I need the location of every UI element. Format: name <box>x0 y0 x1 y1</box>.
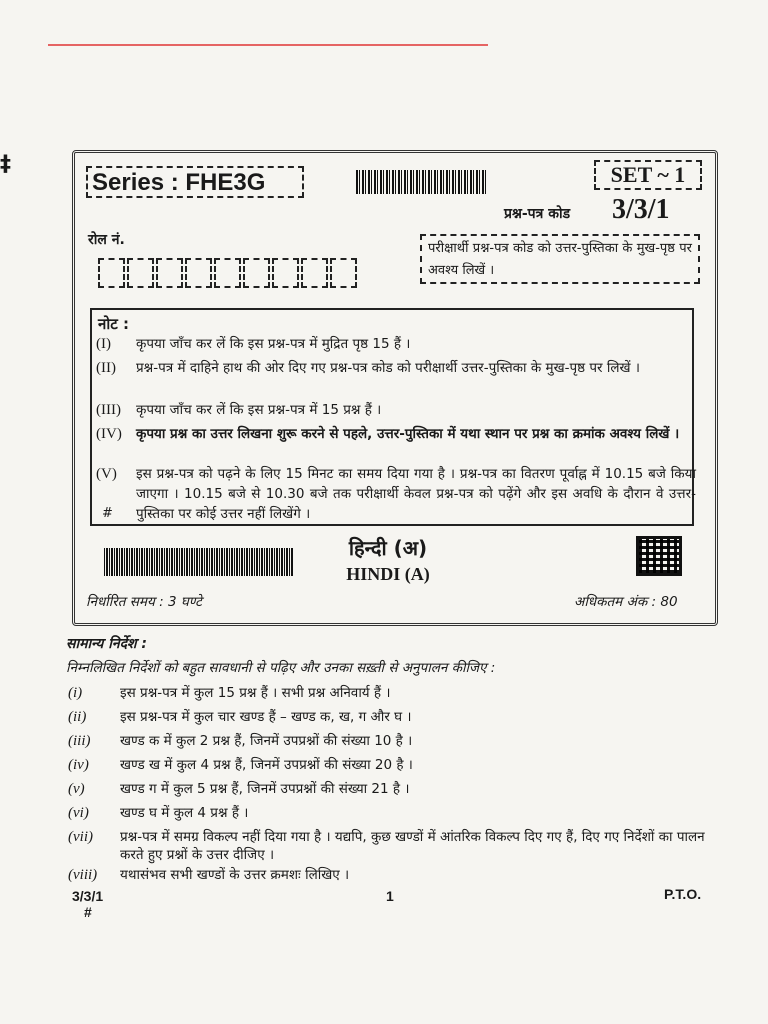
footer-hash: # <box>84 904 92 920</box>
instruction-text: इस प्रश्न-पत्र में कुल चार खण्ड हैं – खण्ड क, ख, ग और घ । <box>120 709 412 725</box>
page-number: 1 <box>386 888 394 904</box>
general-instructions-intro: निम्नलिखित निर्देशों को बहुत सावधानी से पढ़िए और उनका सख़्ती से अनुपालन कीजिए : <box>66 660 496 676</box>
instruction-number: (iii) <box>68 733 91 749</box>
roll-box[interactable] <box>243 258 270 288</box>
note-text: प्रश्न-पत्र में दाहिने हाथ की ओर दिए गए प्रश्न-पत्र कोड को परीक्षार्थी उत्तर-पुस्तिका के मुख-पृष्ठ पर लिखें । <box>136 360 640 376</box>
note-text: कृपया जाँच कर लें कि इस प्रश्न-पत्र में मुद्रित पृष्ठ 15 हैं । <box>136 336 411 352</box>
note-hash: # <box>102 506 113 521</box>
instruction-text: खण्ड घ में कुल 4 प्रश्न हैं । <box>120 805 249 821</box>
paper-code-label: प्रश्न-पत्र कोड <box>504 206 571 222</box>
pto-label: P.T.O. <box>664 886 702 902</box>
roll-box[interactable] <box>98 258 125 288</box>
top-red-line <box>48 44 488 46</box>
note-text: कृपया प्रश्न का उत्तर लिखना शुरू करने से पहले, उत्तर-पुस्तिका में यथा स्थान पर प्रश्न का क्रमांक अवश्य लिखें । <box>136 426 680 442</box>
instruction-number: (iv) <box>68 757 89 773</box>
instruction-number: (ii) <box>68 709 87 725</box>
instruction-number: (i) <box>68 685 83 701</box>
barcode-top <box>356 170 486 194</box>
subject-english: HINDI (A) <box>346 564 430 584</box>
note-number: (V) <box>96 466 117 482</box>
roll-box[interactable] <box>272 258 299 288</box>
series-label: Series : FHE3G <box>86 166 304 198</box>
note-number: (I) <box>96 336 111 352</box>
roll-box[interactable] <box>156 258 183 288</box>
roll-number-boxes <box>98 258 359 288</box>
roll-box[interactable] <box>127 258 154 288</box>
barcode-middle <box>104 548 294 576</box>
instruction-text: खण्ड ख में कुल 4 प्रश्न हैं, जिनमें उपप्रश्नों की संख्या 20 है । <box>120 757 413 773</box>
footer-left <box>72 888 103 920</box>
roll-box[interactable] <box>301 258 328 288</box>
time-allowed: निर्धारित समय : 3 घण्टे <box>86 594 202 610</box>
note-text: कृपया जाँच कर लें कि इस प्रश्न-पत्र में 15 प्रश्न हैं । <box>136 402 382 418</box>
roll-number-label: रोल नं. <box>88 232 125 248</box>
general-instructions-title: सामान्य निर्देश : <box>66 636 148 652</box>
note-text: इस प्रश्न-पत्र को पढ़ने के लिए 15 मिनट का समय दिया गया है । प्रश्न-पत्र का वितरण पूर्वाह्न में 10.15 बजे किया जाएगा । 10.15 बजे से 10.30 बजे तक परीक्षार्थी केवल प्रश्न-पत्र को पढ़ेंगे और इस अवधि के दौरान वे उत्तर-पुस्तिका पर कोई उत्तर नहीं लिखेंगे । <box>136 466 696 522</box>
note-number: (IV) <box>96 426 122 442</box>
footer-code: 3/3/1 <box>72 888 104 904</box>
paper-code-value: 3/3/1 <box>612 194 670 225</box>
instruction-text: प्रश्न-पत्र में समग्र विकल्प नहीं दिया गया है । यद्यपि, कुछ खण्डों में आंतरिक विकल्प दिए गए हैं, दिए गए निर्देशों का पालन करते हुए प्रश्नों के उत्तर दीजिए । <box>120 829 705 863</box>
instruction-number: (v) <box>68 781 85 797</box>
instruction-text: इस प्रश्न-पत्र में कुल 15 प्रश्न हैं । सभी प्रश्न अनिवार्य हैं । <box>120 685 391 701</box>
subject-hindi: हिन्दी (अ) <box>348 536 428 560</box>
instruction-number: (vii) <box>68 829 93 845</box>
max-marks: अधिकतम अंक : 80 <box>574 594 678 610</box>
note-number: (II) <box>96 360 116 376</box>
instruction-text: खण्ड क में कुल 2 प्रश्न हैं, जिनमें उपप्रश्नों की संख्या 10 है । <box>120 733 413 749</box>
code-instruction-box: परीक्षार्थी प्रश्न-पत्र कोड को उत्तर-पुस्तिका के मुख-पृष्ठ पर अवश्य लिखें । <box>420 234 700 284</box>
roll-box[interactable] <box>214 258 241 288</box>
roll-box[interactable] <box>330 258 357 288</box>
qr-code <box>636 536 682 576</box>
set-label: SET ~ 1 <box>594 160 702 190</box>
instruction-text: यथासंभव सभी खण्डों के उत्तर क्रमशः लिखिए । <box>120 867 350 883</box>
instruction-number: (viii) <box>68 867 98 883</box>
instruction-text: खण्ड ग में कुल 5 प्रश्न हैं, जिनमें उपप्रश्नों की संख्या 21 है । <box>120 781 410 797</box>
instruction-number: (vi) <box>68 805 89 821</box>
notes-title: नोट : <box>98 315 129 333</box>
roll-box[interactable] <box>185 258 212 288</box>
note-number: (III) <box>96 402 121 418</box>
side-mark: ‡ <box>0 152 11 177</box>
